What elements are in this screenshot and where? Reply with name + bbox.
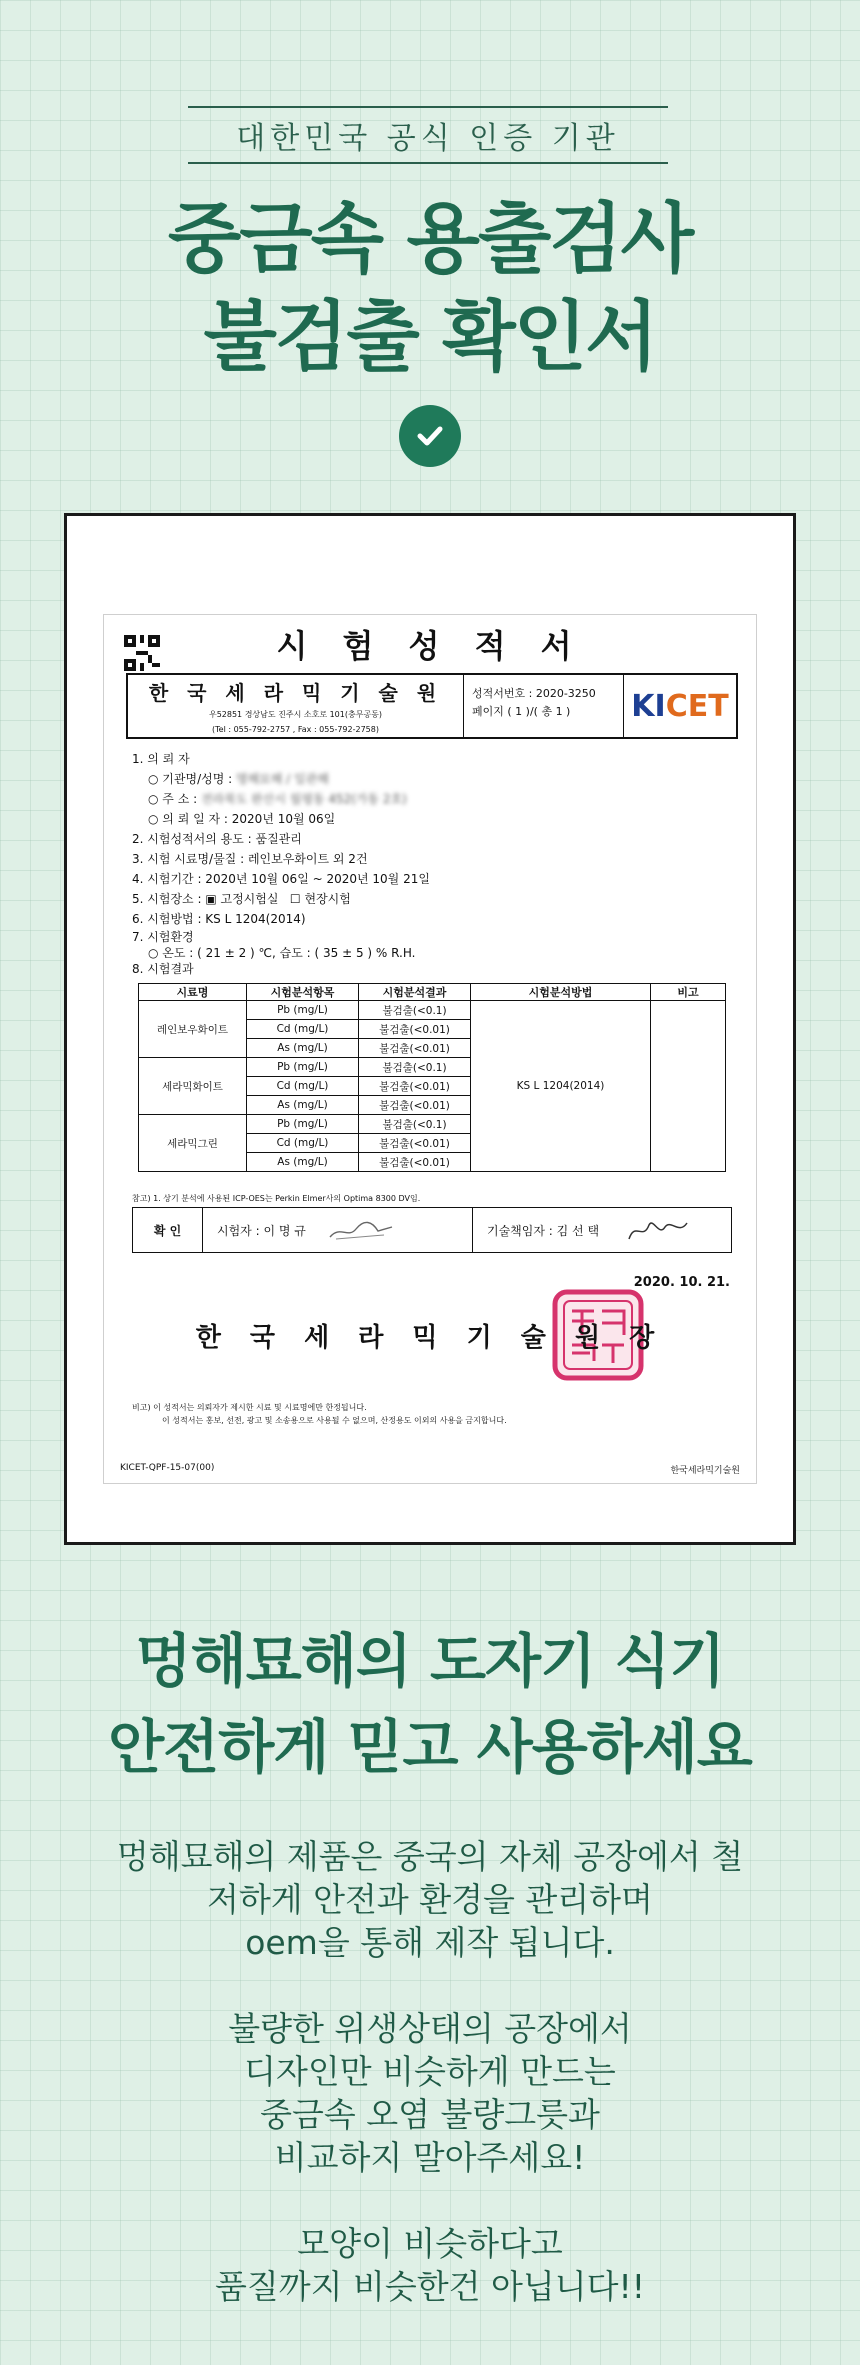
result-cell: 불검출(<0.1) xyxy=(359,1058,471,1077)
issuer-name: 한 국 세 라 믹 기 술 원 장 xyxy=(195,1323,665,1353)
table-row xyxy=(139,1001,726,1020)
sub-title xyxy=(0,1618,860,1790)
result-cell: 불검출(<0.1) xyxy=(359,1115,471,1134)
result-cell: 불검출(<0.01) xyxy=(359,1020,471,1039)
result-cell: 불검출(<0.01) xyxy=(359,1134,471,1153)
text-line: oem을 통해 제작 됩니다. xyxy=(245,1923,615,1962)
org-value: 명해묘해 / 일관해 xyxy=(236,772,329,786)
header-result: 시험분석결과 xyxy=(359,984,471,1001)
method-line: 6. 시험방법 : KS L 1204(2014) xyxy=(132,912,306,926)
remark-line: 이 성적서는 홍보, 선전, 광고 및 소송용으로 사용될 수 없으며, 산정용도 이외의 사용을 금지합니다. xyxy=(162,1416,507,1425)
sample-name: 세라믹그린 xyxy=(139,1115,247,1172)
sample-name: 레인보우화이트 xyxy=(139,1001,247,1058)
text-line: 멍해묘해의 제품은 중국의 자체 공장에서 철 xyxy=(116,1837,744,1876)
remarks xyxy=(132,1401,507,1427)
text-line: 불량한 위생상태의 공장에서 xyxy=(228,2009,632,2048)
tester-cell xyxy=(203,1208,473,1252)
result-cell: 불검출(<0.01) xyxy=(359,1153,471,1172)
sub-title-line2: 안전하게 믿고 사용하세요 xyxy=(108,1713,752,1781)
doc-footer-org: 한국세라믹기술원 xyxy=(670,1466,740,1476)
paragraph xyxy=(0,2007,860,2179)
certificate-document xyxy=(103,614,757,1484)
logo-part1: KI xyxy=(631,688,666,724)
result-cell: 불검출(<0.1) xyxy=(359,1001,471,1020)
tester-name: 시험자 : 이 명 규 xyxy=(217,1223,306,1238)
place-line xyxy=(132,889,732,909)
req-date-line: ○ 의 뢰 일 자 : 2020년 10월 06일 xyxy=(148,812,336,826)
top-label: 대한민국 공식 인증 기관 xyxy=(188,106,668,164)
env-value: 온도 : ( 21 ± 2 ) ℃, 습도 : ( 35 ± 5 ) % R.H. xyxy=(162,946,416,960)
place-label: 5. 시험장소 : xyxy=(132,892,202,906)
page-info: 페이지 ( 1 )/( 총 1 ) xyxy=(472,705,571,718)
institute-contact: (Tel : 055-792-2757 , Fax : 055-792-2758) xyxy=(212,725,379,734)
purpose-line: 2. 시험성적서의 용도 : 품질관리 xyxy=(132,832,302,846)
results-table xyxy=(138,983,726,1172)
req-date: 의 뢰 일 자 : 2020년 10월 06일 xyxy=(162,812,336,826)
checkmark-glyph xyxy=(413,419,447,453)
table-note: 참고) 1. 상기 분석에 사용된 ICP-OES는 Perkin Elmer사의 Optima 8300 DV임. xyxy=(132,1194,421,1203)
item-cell: As (mg/L) xyxy=(247,1039,359,1058)
env-label: 7. 시험환경 xyxy=(132,930,194,944)
header-sample: 시료명 xyxy=(139,984,247,1001)
confirm-label: 확 인 xyxy=(133,1208,203,1252)
body-text xyxy=(0,1835,860,2351)
item-cell: Pb (mg/L) xyxy=(247,1001,359,1020)
header-remark: 비고 xyxy=(651,984,726,1001)
results-label: 8. 시험결과 xyxy=(132,962,194,976)
addr-label: 주 소 : xyxy=(162,792,198,806)
org-line: ○ 기관명/성명 : 명해묘해 / 일관해 xyxy=(132,769,732,789)
doc-code: KICET-QPF-15-07(00) xyxy=(120,1463,215,1473)
report-number: 성적서번호 : 2020-3250 xyxy=(472,687,596,700)
manager-signature-icon xyxy=(623,1215,693,1245)
manager-name: 기술책임자 : 김 선 택 xyxy=(487,1223,600,1238)
logo-part2: CET xyxy=(665,688,729,724)
institute-box xyxy=(126,673,738,739)
header-method: 시험분석방법 xyxy=(471,984,651,1001)
item-cell: As (mg/L) xyxy=(247,1153,359,1172)
period-line: 4. 시험기간 : 2020년 10월 06일 ~ 2020년 10월 21일 xyxy=(132,872,430,886)
sub-title-line1: 멍해묘해의 도자기 식기 xyxy=(135,1627,725,1695)
signature-row xyxy=(132,1207,732,1253)
check-icon xyxy=(399,405,461,467)
remark-cell xyxy=(651,1001,726,1172)
text-line: 비교하지 말아주세요! xyxy=(274,2138,586,2177)
place-option-field: ☐ 현장시험 xyxy=(289,892,351,906)
item-cell: Cd (mg/L) xyxy=(247,1134,359,1153)
addr-line: ○ 주 소 : 전라북도 완산시 월평동 452(가동 2호) xyxy=(132,789,732,809)
result-cell: 불검출(<0.01) xyxy=(359,1096,471,1115)
addr-value: 전라북도 완산시 월평동 452(가동 2호) xyxy=(200,792,407,806)
kicet-logo xyxy=(624,675,736,737)
paragraph xyxy=(0,1835,860,1964)
org-label: 기관명/성명 : xyxy=(162,772,233,786)
institute-address: 우52851 경상남도 진주시 소호로 101(충무공동) xyxy=(208,710,383,719)
result-cell: 불검출(<0.01) xyxy=(359,1039,471,1058)
hero-title-line2: 불검출 확인서 xyxy=(203,292,657,381)
hero-title-line1: 중금속 용출검사 xyxy=(167,194,693,283)
text-line: 저하게 안전과 환경을 관리하며 xyxy=(207,1880,653,1919)
item-cell: Cd (mg/L) xyxy=(247,1077,359,1096)
text-line: 모양이 비슷하다고 xyxy=(297,2224,563,2263)
text-line: 품질까지 비슷한건 아닙니다!! xyxy=(215,2267,645,2306)
remark-line: 비고) 이 성적서는 의뢰자가 제시한 시료 및 시료명에만 한정됩니다. xyxy=(132,1403,367,1412)
sample-name: 세라믹화이트 xyxy=(139,1058,247,1115)
tester-signature-icon xyxy=(326,1217,396,1243)
certificate-title: 시 험 성 적 서 xyxy=(276,627,584,665)
section-client: 1. 의 뢰 자 xyxy=(132,752,190,766)
item-cell: Pb (mg/L) xyxy=(247,1058,359,1077)
item-cell: Pb (mg/L) xyxy=(247,1115,359,1134)
hero-title xyxy=(0,190,860,386)
manager-cell xyxy=(473,1208,731,1252)
table-header-row xyxy=(139,984,726,1001)
institute-name: 한 국 세 라 믹 기 술 원 xyxy=(148,681,443,705)
result-cell: 불검출(<0.01) xyxy=(359,1077,471,1096)
text-line: 디자인만 비슷하게 만드는 xyxy=(244,2052,616,2091)
certificate-body xyxy=(132,749,732,977)
method-cell: KS L 1204(2014) xyxy=(471,1001,651,1172)
place-option-fixed: ▣ 고정시험실 xyxy=(205,892,279,906)
certificate-image xyxy=(64,513,796,1545)
env-line: ○ 온도 : ( 21 ± 2 ) ℃, 습도 : ( 35 ± 5 ) % R.H. xyxy=(148,946,416,960)
issue-date: 2020. 10. 21. xyxy=(633,1275,730,1290)
paragraph xyxy=(0,2222,860,2308)
text-line: 중금속 오염 불량그릇과 xyxy=(260,2095,600,2134)
item-cell: Cd (mg/L) xyxy=(247,1020,359,1039)
header-item: 시험분석항목 xyxy=(247,984,359,1001)
sample-line: 3. 시험 시료명/물질 : 레인보우화이트 외 2건 xyxy=(132,852,368,866)
item-cell: As (mg/L) xyxy=(247,1096,359,1115)
